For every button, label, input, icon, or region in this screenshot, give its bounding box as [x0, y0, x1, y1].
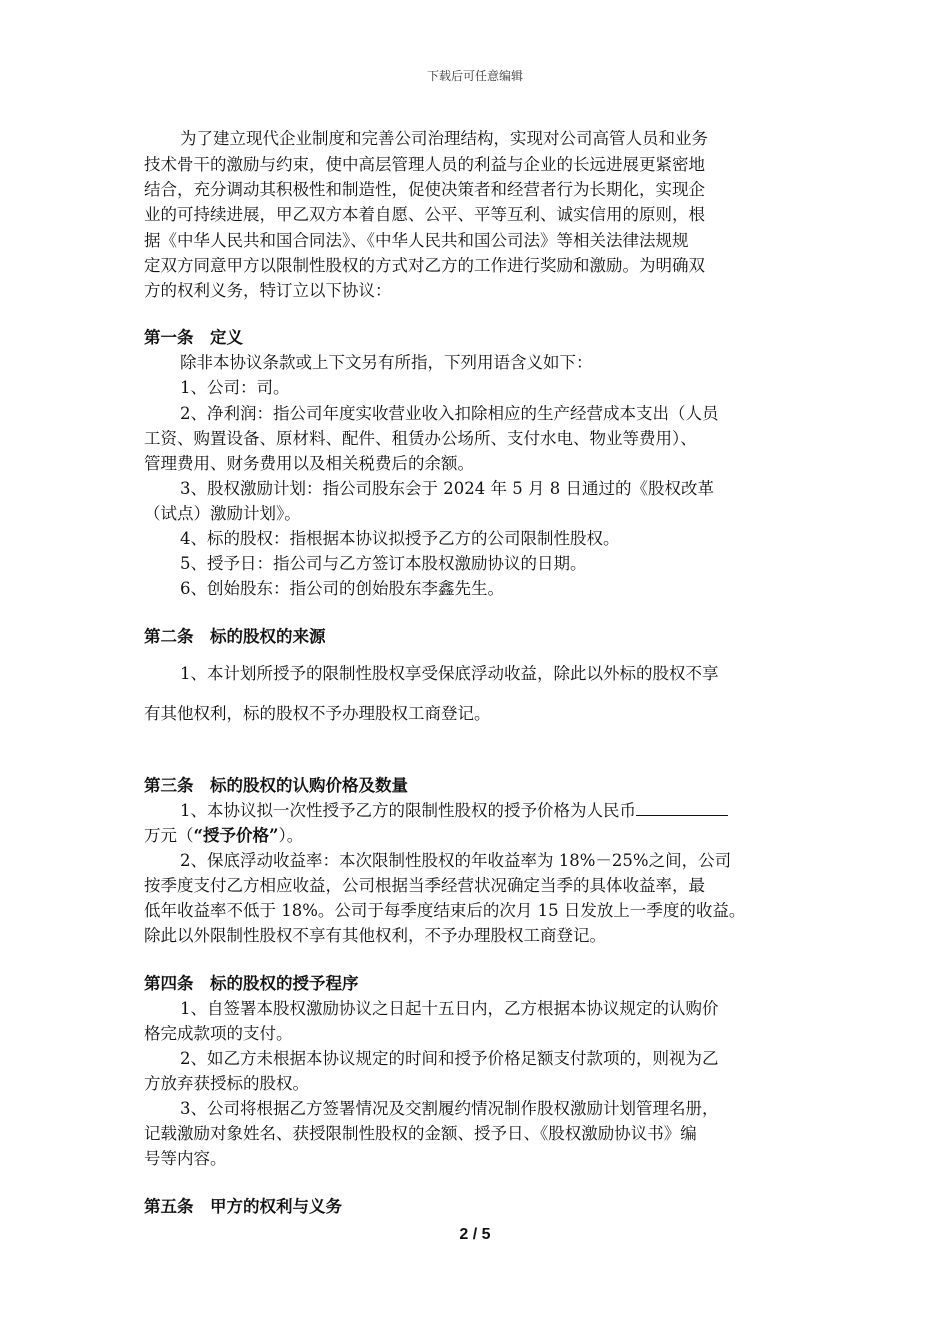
intro-line: 方的权利义务，特订立以下协议：: [144, 281, 392, 300]
page-header: 下载后可任意编辑: [426, 69, 523, 83]
article-1-line: 5、授予日：指公司与乙方签订本股权激励协议的日期。: [180, 554, 587, 573]
article-4-line: 1、自签署本股权激励协议之日起十五日内，乙方根据本协议规定的认购价: [180, 999, 719, 1018]
article-3-close: ）。: [278, 826, 304, 845]
intro-line: 结合，充分调动其积极性和制造性，促使决策者和经营者行为长期化，实现企: [144, 180, 705, 199]
article-3-price-text: 1、本协议拟一次性授予乙方的限制性股权的授予价格为人民币: [180, 801, 636, 820]
article-1-line: 4、标的股权：指根据本协议拟授予乙方的公司限制性股权。: [180, 529, 620, 548]
article-4-heading: 第四条 标的股权的授予程序: [144, 974, 359, 993]
article-4-line: 记载激励对象姓名、获授限制性股权的金额、授予日、《股权激励协议书》编: [144, 1124, 697, 1143]
intro-line: 为了建立现代企业制度和完善公司治理结构，实现对公司高管人员和业务: [180, 129, 708, 148]
article-5-heading: 第五条 甲方的权利与义务: [144, 1197, 342, 1216]
article-2-heading: 第二条 标的股权的来源: [144, 627, 326, 646]
intro-line: 技术骨干的激励与约束，使中高层管理人员的利益与企业的长远进展更紧密地: [144, 155, 705, 174]
article-3-term: “授予价格”: [193, 826, 279, 845]
article-3-heading: 第三条 标的股权的认购价格及数量: [144, 776, 408, 795]
article-4-line: 格完成款项的支付。: [144, 1024, 293, 1043]
page-number: 2 / 5: [459, 1226, 491, 1243]
article-4-line: 方放弃获授标的股权。: [144, 1074, 309, 1093]
article-3-line: 低年收益率不低于 18%。公司于每季度结束后的次月 15 日发放上一季度的收益。: [144, 901, 746, 920]
article-1-line: 2、净利润：指公司年度实收营业收入扣除相应的生产经营成本支出（人员: [180, 404, 719, 423]
article-4-line: 3、公司将根据乙方签署情况及交割履约情况制作股权激励计划管理名册，: [180, 1099, 719, 1118]
article-1-line: 工资、购置设备、原材料、配件、租赁办公场所、支付水电、物业等费用）、: [144, 429, 697, 448]
article-3-line: 2、保底浮动收益率：本次限制性股权的年收益率为 18%－25%之间，公司: [180, 851, 732, 870]
article-2-line: 有其他权利，标的股权不予办理股权工商登记。: [144, 704, 491, 723]
article-3-price-note: [144, 822, 303, 846]
article-1-line: 6、创始股东：指公司的创始股东李鑫先生。: [180, 579, 504, 598]
article-3-unit: 万元（: [144, 826, 194, 845]
intro-line: 定双方同意甲方以限制性股权的方式对乙方的工作进行奖励和激励。为明确双: [144, 256, 705, 275]
article-1-line: 除非本协议条款或上下文另有所指，下列用语含义如下：: [180, 353, 593, 372]
article-3-line: 按季度支付乙方相应收益，公司根据当季经营状况确定当季的具体收益率，最: [144, 876, 705, 895]
intro-line: 据《中华人民共和国合同法》、《中华人民共和国公司法》等相关法律法规规: [144, 231, 689, 250]
article-1-line: 管理费用、财务费用以及相关税费后的余额。: [144, 454, 474, 473]
article-4-line: 2、如乙方未根据本协议规定的时间和授予价格足额支付款项的，则视为乙: [180, 1049, 719, 1068]
price-blank: [636, 799, 728, 816]
article-4-line: 号等内容。: [144, 1149, 227, 1168]
article-2-line: 1、本计划所授予的限制性股权享受保底浮动收益，除此以外标的股权不享: [180, 664, 719, 683]
article-1-line: 3、股权激励计划：指公司股东会于 2024 年 5 月 8 日通过的《股权改革: [180, 479, 714, 498]
article-3-line: 除此以外限制性股权不享有其他权利，不予办理股权工商登记。: [144, 926, 606, 945]
article-1-line: （试点）激励计划》。: [144, 504, 301, 523]
intro-line: 业的可持续进展，甲乙双方本着自愿、公平、平等互利、诚实信用的原则，根: [144, 205, 705, 224]
article-1-line: 1、公司：司。: [180, 378, 290, 397]
article-3-price-line: [180, 797, 728, 821]
article-1-heading: 第一条 定义: [144, 328, 243, 347]
